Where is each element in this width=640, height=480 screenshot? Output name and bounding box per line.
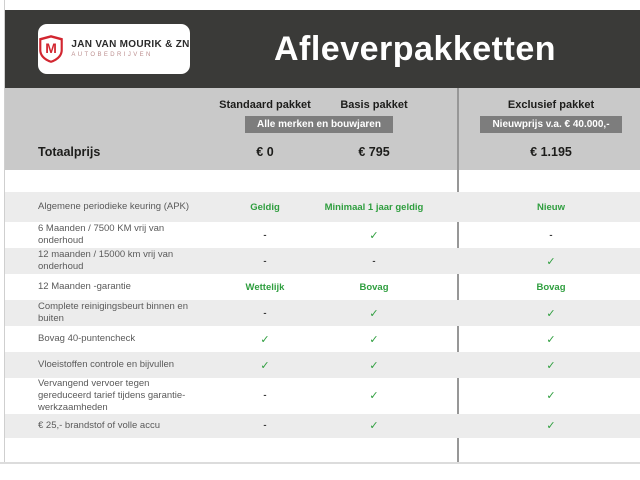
cell-basis: ✓ bbox=[369, 420, 379, 433]
cell-basis: ✓ bbox=[369, 229, 379, 242]
table-row bbox=[5, 378, 640, 414]
bottom-edge-divider bbox=[0, 462, 640, 464]
cell-exclusief: ✓ bbox=[546, 420, 556, 433]
title-container bbox=[190, 30, 640, 69]
package-name-standaard: Standaard pakket bbox=[219, 99, 311, 111]
header-bar bbox=[5, 10, 640, 88]
cell-standaard: ✓ bbox=[260, 333, 270, 346]
cell-standaard: Wettelijk bbox=[245, 281, 285, 293]
table-row bbox=[5, 222, 640, 248]
feature-label: € 25,- brandstof of volle accu bbox=[38, 419, 160, 431]
cell-basis: ✓ bbox=[369, 333, 379, 346]
badge-nieuwprijs: Nieuwprijs v.a. € 40.000,- bbox=[480, 116, 621, 133]
total-price-label: Totaalprijs bbox=[38, 145, 101, 159]
cell-basis: Minimaal 1 jaar geldig bbox=[324, 201, 424, 213]
feature-table bbox=[5, 192, 640, 438]
cell-exclusief: Bovag bbox=[536, 281, 566, 293]
cell-exclusief: - bbox=[549, 229, 553, 241]
cell-standaard: ✓ bbox=[260, 359, 270, 372]
brand-name: JAN VAN MOURIK & ZN bbox=[71, 39, 190, 51]
badge-row bbox=[5, 116, 640, 133]
cell-basis: ✓ bbox=[369, 359, 379, 372]
table-row bbox=[5, 274, 640, 300]
cell-basis: - bbox=[372, 255, 376, 267]
brand-text bbox=[71, 39, 189, 59]
cell-exclusief: ✓ bbox=[546, 390, 556, 403]
page-title: Afleverpakketten bbox=[273, 29, 556, 68]
cell-exclusief: Nieuw bbox=[537, 201, 565, 213]
table-row bbox=[5, 326, 640, 352]
total-price-row bbox=[5, 145, 640, 159]
svg-text:M: M bbox=[45, 39, 58, 56]
cell-standaard: - bbox=[263, 307, 267, 319]
cell-exclusief: ✓ bbox=[546, 307, 556, 320]
feature-label: Vervangend vervoer tegen gereduceerd tarief tijdens garantie-werkzaamheden bbox=[38, 378, 186, 413]
package-name-basis: Basis pakket bbox=[340, 99, 408, 111]
cell-standaard: Geldig bbox=[250, 201, 280, 213]
package-header-band bbox=[5, 88, 640, 170]
cell-standaard: - bbox=[263, 229, 267, 241]
table-row bbox=[5, 248, 640, 274]
cell-standaard: - bbox=[263, 255, 267, 267]
feature-label: Vloeistoffen controle en bijvullen bbox=[38, 359, 175, 371]
feature-label: 12 Maanden -garantie bbox=[38, 281, 131, 293]
cell-exclusief: ✓ bbox=[546, 359, 556, 372]
table-row bbox=[5, 300, 640, 326]
badge-alle-merken: Alle merken en bouwjaren bbox=[245, 116, 393, 133]
cell-basis: Bovag bbox=[359, 281, 389, 293]
price-basis: € 795 bbox=[358, 145, 390, 159]
cell-standaard: - bbox=[263, 420, 267, 432]
feature-label: Complete reinigingsbeurt binnen en buiten bbox=[38, 301, 188, 324]
table-row bbox=[5, 352, 640, 378]
brand-subtitle: AUTOBEDRIJVEN bbox=[71, 52, 153, 59]
price-exclusief: € 1.195 bbox=[530, 145, 572, 159]
brand-logo bbox=[38, 24, 190, 74]
feature-label: 6 Maanden / 7500 KM vrij van onderhoud bbox=[38, 223, 165, 246]
table-row bbox=[5, 192, 640, 222]
cell-exclusief: ✓ bbox=[546, 333, 556, 346]
cell-standaard: - bbox=[263, 390, 267, 402]
feature-label: 12 maanden / 15000 km vrij van onderhoud bbox=[38, 249, 174, 272]
feature-label: Algemene periodieke keuring (APK) bbox=[38, 201, 190, 213]
shield-m-icon bbox=[38, 34, 64, 64]
cell-basis: ✓ bbox=[369, 390, 379, 403]
cell-basis: ✓ bbox=[369, 307, 379, 320]
price-standaard: € 0 bbox=[256, 145, 274, 159]
package-name-exclusief: Exclusief pakket bbox=[507, 99, 595, 111]
package-names-row bbox=[5, 88, 640, 111]
feature-label: Bovag 40-puntencheck bbox=[38, 333, 136, 345]
cell-exclusief: ✓ bbox=[546, 255, 556, 268]
table-row bbox=[5, 414, 640, 438]
